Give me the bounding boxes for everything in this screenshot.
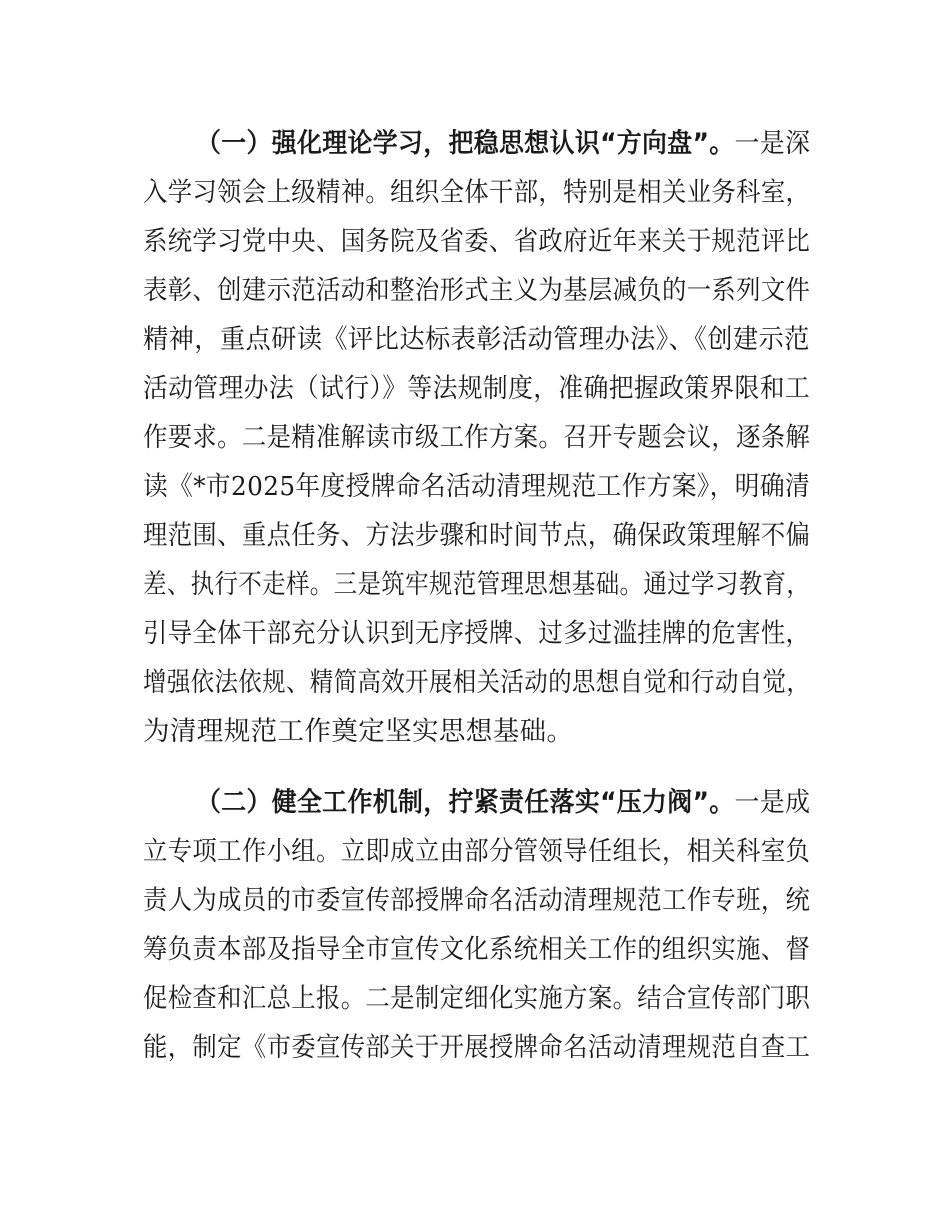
section1-line-4: 精神，重点研读《评比达标表彰活动管理办法》、《创建示范 bbox=[143, 324, 810, 355]
section2-line-2: 责人为成员的市委宣传部授牌命名活动清理规范工作专班，统 bbox=[143, 885, 811, 916]
section2-line-3: 筹负责本部及指导全市宣传文化系统相关工作的组织实施、督 bbox=[143, 934, 811, 965]
section1-line-3: 表彰、创建示范活动和整治形式主义为基层减负的一系列文件 bbox=[143, 275, 811, 306]
section1-line-9: 差、执行不走样。三是筑牢规范管理思想基础。通过学习教育， bbox=[143, 569, 811, 600]
section1-line-12: 为清理规范工作奠定坚实思想基础。 bbox=[143, 716, 574, 747]
section1-line-7: 读《*市2025年度授牌命名活动清理规范工作方案》，明确清 bbox=[143, 471, 811, 502]
section2-line-5: 能，制定《市委宣传部关于开展授牌命名活动清理规范自查工 bbox=[143, 1032, 811, 1063]
section1-line-5: 活动管理办法（试行）》等法规制度，准确把握政策界限和工 bbox=[143, 373, 811, 404]
section1-line-6: 作要求。二是精准解读市级工作方案。召开专题会议，逐条解 bbox=[143, 422, 811, 453]
section2-first-line bbox=[196, 783, 810, 823]
section2-line-4: 促检查和汇总上报。二是制定细化实施方案。结合宣传部门职 bbox=[143, 983, 811, 1014]
section1-line-11: 增强依法依规、精简高效开展相关活动的思想自觉和行动自觉， bbox=[143, 667, 811, 698]
section2-heading: （二）健全工作机制，拧紧责任落实“压力阀”。 bbox=[196, 787, 735, 818]
section1-first-line bbox=[196, 124, 810, 164]
section2-line-1: 立专项工作小组。立即成立由部分管领导任组长，相关科室负 bbox=[143, 836, 811, 867]
section1-line-2: 系统学习党中央、国务院及省委、省政府近年来关于规范评比 bbox=[143, 226, 811, 257]
section1-line-10: 引导全体干部充分认识到无序授牌、过多过滥挂牌的危害性， bbox=[143, 618, 811, 649]
section1-heading: （一）强化理论学习，把稳思想认识“方向盘”。 bbox=[196, 128, 735, 159]
section1-line-1: 入学习领会上级精神。组织全体干部，特别是相关业务科室， bbox=[143, 177, 811, 208]
section1-line-8: 理范围、重点任务、方法步骤和时间节点，确保政策理解不偏 bbox=[143, 520, 811, 551]
section2-line-0: 一是成 bbox=[734, 787, 811, 818]
section1-line-0: 一是深 bbox=[734, 128, 811, 159]
